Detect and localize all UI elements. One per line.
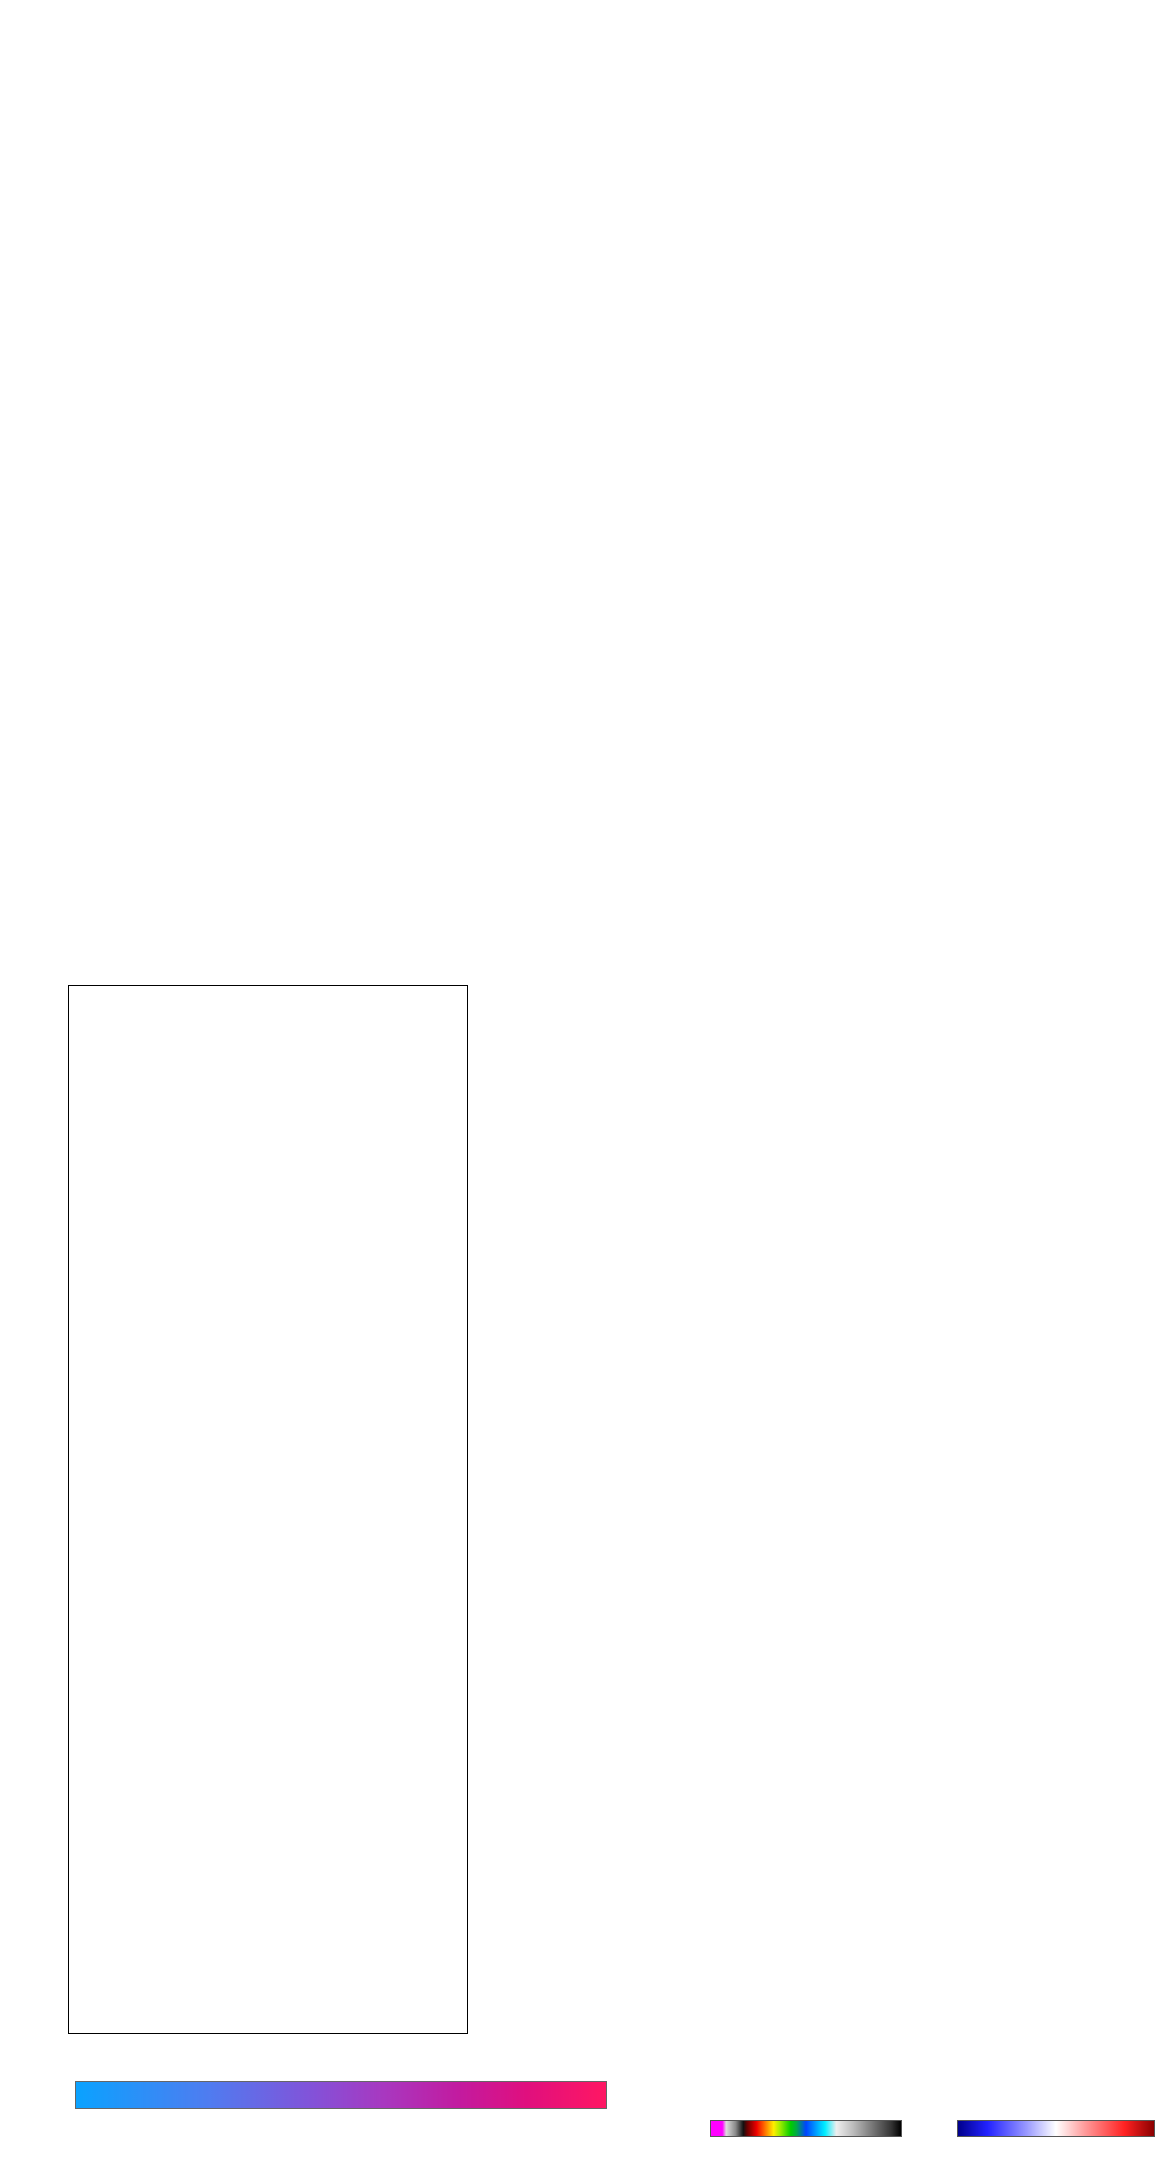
feature-value-gradient xyxy=(75,2081,607,2109)
dot-plot-axes xyxy=(68,985,468,2034)
shap-dot-plot xyxy=(0,905,690,2158)
msw-histogram xyxy=(700,40,1168,388)
ir-shap-comparison xyxy=(690,905,1168,2158)
bt-colorbar-gradient xyxy=(710,2120,902,2137)
shap-colorbar-gradient xyxy=(957,2120,1155,2137)
shap-timeseries-chart xyxy=(0,425,1168,885)
feature-value-colorbar xyxy=(0,2062,690,2158)
